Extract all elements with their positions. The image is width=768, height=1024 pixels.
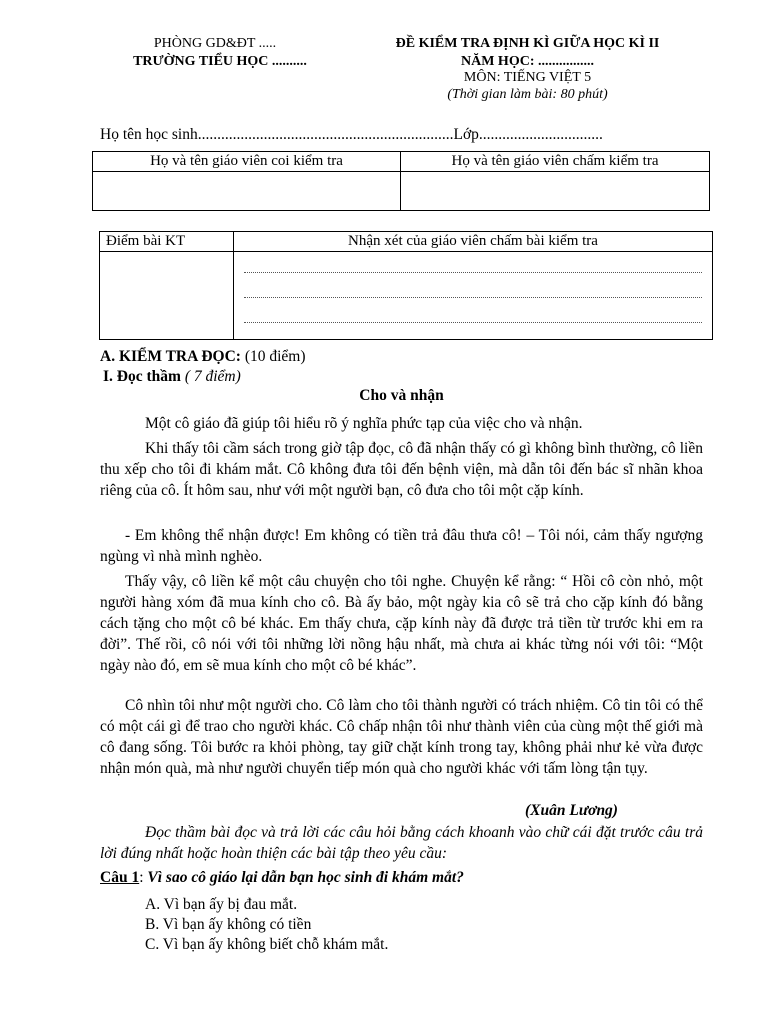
proctor-teacher-header: Họ và tên giáo viên coi kiểm tra [93,152,401,172]
story-paragraph: Cô nhìn tôi như một người cho. Cô làm cho tôi thành người có trách nhiệm. Cô tin tôi có thể có một cái gì để trao cho người khác. Cô chấp nhận tôi như thành viên của cùng một thế giới mà cô đang sống. Tôi bước ra khỏi phòng, tay giữ chặt kính trong tay, không phải như kẻ vừa được nhận món quà, mà như người chuyển tiếp món quà cho người khác với tấm lòng tận tụy. [100,697,703,777]
section-a-points: (10 điểm) [240,348,306,365]
comment-header: Nhận xét của giáo viên chấm bài kiểm tra [234,232,713,252]
question-1-option-b[interactable]: B. Vì bạn ấy không có tiền [145,916,312,933]
subject-label: MÔN: TIẾNG VIỆT 5 [463,70,592,85]
question-1-label: Câu 1 [100,869,140,886]
school-year-label: NĂM HỌC: ................ [461,54,594,69]
proctor-teacher-cell[interactable] [93,172,401,211]
score-table [99,231,713,340]
section-a-heading [100,348,306,366]
story-paragraph: - Em không thể nhận được! Em không có tiền trả đâu thưa cô! – Tôi nói, cảm thấy ngượng ngùng vì nhà mình nghèo. [100,527,703,565]
section-i-label: I. Đọc thầm [103,368,181,385]
school-name-label: TRƯỜNG TIỂU HỌC .......... [133,54,307,69]
student-name-field[interactable]: Họ tên học sinh.................................................................. [100,126,454,143]
comment-cell[interactable] [234,252,713,340]
story-paragraph: Thấy vậy, cô liền kể một câu chuyện cho tôi nghe. Chuyện kể rằng: “ Hồi cô còn nhỏ, một người hàng xóm đã mua kính cho cô. Bà ấy bảo, một ngày kia cô sẽ trả cho cặp kính đó bằng cách tặng cho một cô bé khác. Em thấy chưa, cặp kính này đã được trả tiền từ trước khi em ra đời”. Thế rồi, cô nói với tôi những lời nồng hậu nhất, mà chưa ai khác từng nói với tôi: “Một ngày nào đó, em sẽ mua kính cho một cô bé khác”. [100,573,703,674]
story-author: (Xuân Lương) [525,802,618,819]
score-cell[interactable] [100,252,234,340]
question-1-option-a[interactable]: A. Vì bạn ấy bị đau mắt. [145,896,298,913]
score-header: Điểm bài KT [100,232,234,252]
section-i-heading [103,368,241,386]
grading-teacher-cell[interactable] [401,172,710,211]
school-department-label: PHÒNG GD&ĐT ..... [153,36,277,51]
story-title: Cho và nhận [359,387,444,404]
question-1-option-c[interactable]: C. Vì bạn ấy không biết chỗ khám mắt. [145,936,389,953]
reading-instruction: Đọc thầm bài đọc và trả lời các câu hỏi bằng cách khoanh vào chữ cái đặt trước câu trả lời đúng nhất hoặc hoàn thiện các bài tập theo yêu cầu: [100,824,703,862]
story-paragraph: Một cô giáo đã giúp tôi hiểu rõ ý nghĩa phức tạp của việc cho và nhận. [145,415,583,432]
section-i-points: ( 7 điểm) [180,368,241,385]
class-field[interactable]: Lớp................................ [453,126,603,143]
teacher-table [92,151,710,211]
time-limit-label: (Thời gian làm bài: 80 phút) [447,87,608,102]
question-1-text: Vì sao cô giáo lại dẫn bạn học sinh đi khám mắt? [147,869,464,886]
student-info-line [100,126,603,144]
question-1-colon: : [139,869,148,886]
story-paragraph: Khi thấy tôi cầm sách trong giờ tập đọc, cô đã nhận thấy có gì không bình thường, cô liền thu xếp cho tôi đi khám mắt. Cô không đưa tôi đến bệnh viện, mà dẫn tôi đến bác sĩ nhãn khoa riêng của cô. Ít hôm sau, như với một người bạn, cô đưa cho tôi một cặp kính. [100,440,703,499]
question-1 [100,869,464,887]
grading-teacher-header: Họ và tên giáo viên chấm kiểm tra [401,152,710,172]
section-a-label: A. KIỂM TRA ĐỌC: [100,348,241,365]
exam-title: ĐỀ KIỂM TRA ĐỊNH KÌ GIỮA HỌC KÌ II [395,36,660,51]
comment-dotted-line [244,322,702,323]
